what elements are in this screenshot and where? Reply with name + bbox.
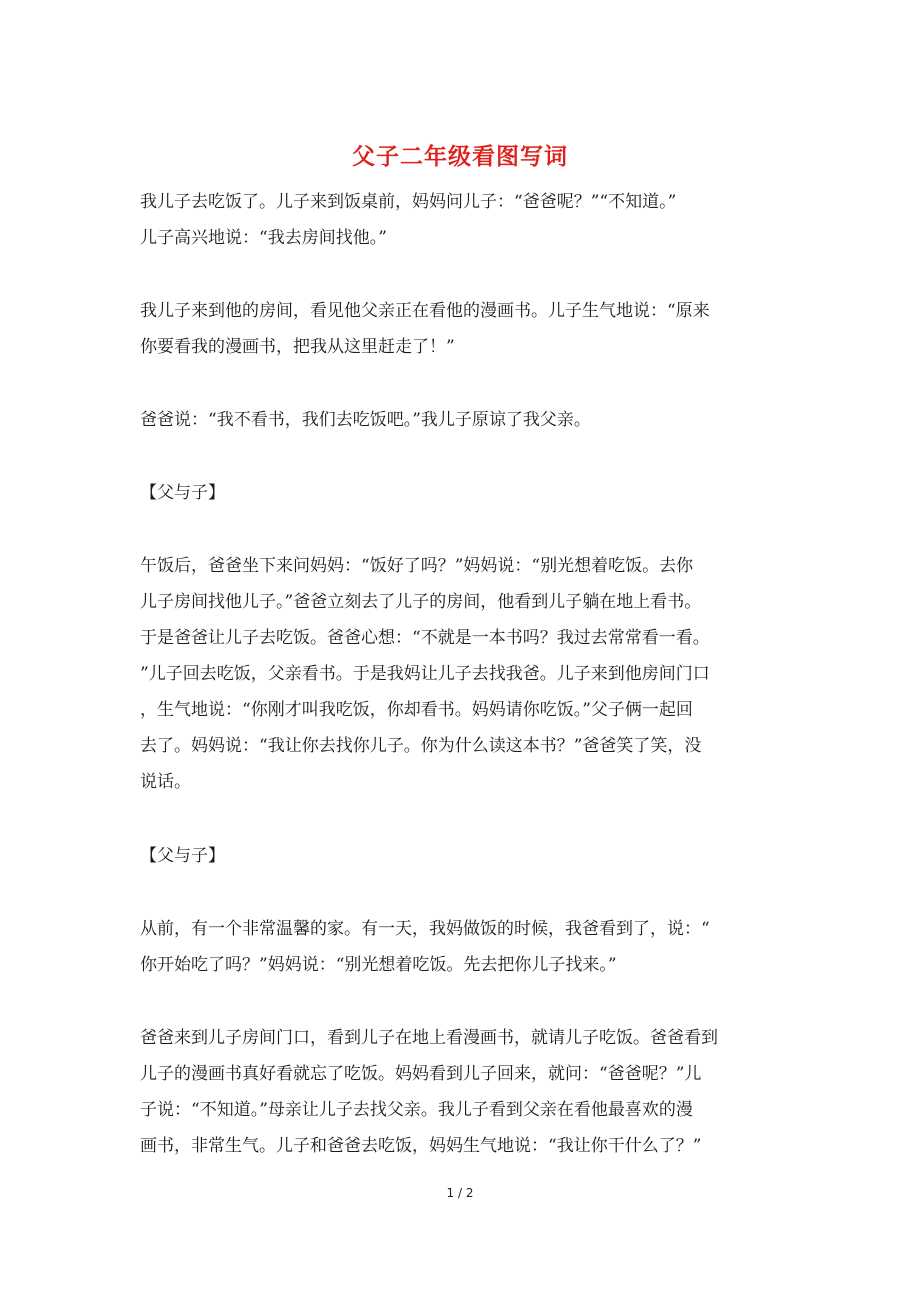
text-line: 于是爸爸让儿子去吃饭。爸爸心想：“不就是一本书吗？我过去常常看一看。 [140, 628, 710, 648]
paragraph-6 [140, 1020, 782, 1164]
text-line: 子说：“不知道。”母亲让儿子去找父亲。我儿子看到父亲在看他最喜欢的漫 [140, 1100, 693, 1120]
text-line: 你要看我的漫画书，把我从这里赶走了！” [140, 337, 455, 357]
text-line: 我儿子去吃饭了。儿子来到饭桌前，妈妈问儿子：“爸爸呢？”“不知道。” [140, 192, 677, 212]
text-line: 画书，非常生气。儿子和爸爸去吃饭，妈妈生气地说：“我让你干什么了？” [140, 1136, 702, 1156]
text-line: 说话。 [140, 772, 191, 792]
paragraph-2 [140, 293, 782, 365]
text-line: 爸爸说：“我不看书，我们去吃饭吧。”我儿子原谅了我父亲。 [140, 410, 591, 430]
section-heading-father-and-son [140, 838, 782, 874]
paragraph-5 [140, 911, 782, 983]
text-line: 午饭后，爸爸坐下来问妈妈：“饭好了吗？”妈妈说：“别光想着吃饭。去你 [140, 556, 694, 576]
text-line: 去了。妈妈说：“我让你去找你儿子。你为什么读这本书？”爸爸笑了笑，没 [140, 736, 702, 756]
section-heading-father-and-son [140, 475, 782, 511]
text-line: 爸爸来到儿子房间门口，看到儿子在地上看漫画书，就请儿子吃饭。爸爸看到 [140, 1028, 718, 1048]
text-line: ”儿子回去吃饭，父亲看书。于是我妈让儿子去找我爸。儿子来到他房间门口 [140, 664, 710, 684]
text-line: 【父与子】 [140, 846, 225, 866]
page-number: 1 / 2 [446, 1186, 474, 1200]
text-line: ，生气地说：“你刚才叫我吃饭，你却看书。妈妈请你吃饭。”父子俩一起回 [140, 700, 693, 720]
document-title: 父子二年级看图写词 [352, 144, 568, 170]
text-line: 你开始吃了吗？”妈妈说：“别光想着吃饭。先去把你儿子找来。” [140, 955, 617, 975]
text-line: 儿子高兴地说：“我去房间找他。” [140, 228, 387, 248]
text-line: 从前，有一个非常温馨的家。有一天，我妈做饭的时候，我爸看到了，说：“ [140, 919, 710, 939]
text-line: 儿子房间找他儿子。”爸爸立刻去了儿子的房间，他看到儿子躺在地上看书。 [140, 592, 702, 612]
text-line: 我儿子来到他的房间，看见他父亲正在看他的漫画书。儿子生气地说：“原来 [140, 301, 710, 321]
text-line: 【父与子】 [140, 483, 225, 503]
text-line: 儿子的漫画书真好看就忘了吃饭。妈妈看到儿子回来，就问：“爸爸呢？”儿 [140, 1064, 702, 1084]
paragraph-1 [140, 184, 782, 256]
paragraph-4 [140, 548, 782, 800]
paragraph-3 [140, 402, 782, 438]
